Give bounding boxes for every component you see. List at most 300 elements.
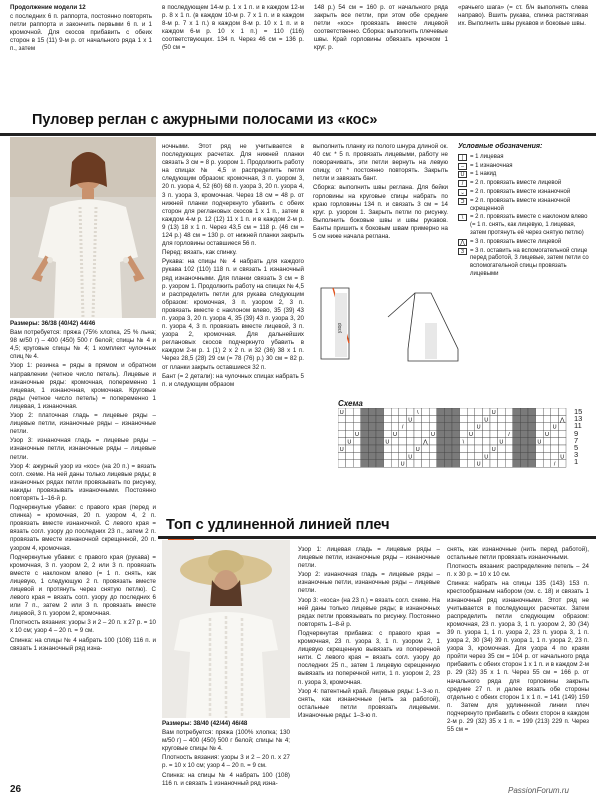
chart-cell xyxy=(452,415,460,422)
chart-cell xyxy=(399,430,407,437)
chart-cell xyxy=(338,415,346,422)
chart-symbol: U xyxy=(385,439,390,446)
chart-cell xyxy=(376,445,384,452)
section-13-back: Спинка: на спицы № 4 набрать 100 (108) 116 п. и связать 1 изнаночный ряд изна- xyxy=(10,636,156,652)
chart-cell xyxy=(444,415,452,422)
chart-cell xyxy=(376,438,384,445)
legend-item xyxy=(458,248,590,279)
chart-symbol: ⋀ xyxy=(559,417,565,424)
section-14-increases: Подчеркнутая прибавка: с правого края = кромочная, 23 п. узора 3, 1 п. узором 2, 1 лицевую скрещенную вывязать из поперечной нити. С левого края = вязать согл. узору до последних 25 п., затем 1 лицевую скрещенную вывязать из поперечной нити, 1 п. узором 2, 23 п. узора 3, кромочная. xyxy=(298,629,440,686)
chart-cell xyxy=(384,452,392,459)
chart-cell xyxy=(391,408,399,415)
chart-cell xyxy=(536,408,544,415)
chart-cell xyxy=(399,452,407,459)
chart-cell xyxy=(391,438,399,445)
chart-cell xyxy=(391,460,399,467)
chart-cell xyxy=(467,423,475,430)
chart-symbol: U xyxy=(552,424,557,431)
section-13-pattern-2: Узор 2: платочная гладь = лицевые ряды – лицевые петли, изнаночные ряды – изнаночные петли. xyxy=(10,412,156,436)
legend-symbol: ⌄ xyxy=(458,189,467,196)
legend-item xyxy=(458,214,590,237)
chart-symbol: / xyxy=(401,424,404,431)
continuation-col-4 xyxy=(458,4,588,92)
continuation-text-1: с последних 6 п. раппорта, постоянно повторять петли раппорта и закончить первыми 6 п. и 1 кромочной. Для скосов прибавить с обеих сторон в 15 (11) 9-м р. от начального ряда 1 х 1 п., затем xyxy=(10,13,152,53)
section-14-gauge: Плотность вязания: узоры 3 и 2 – 20 п. х 27 р. = 10 х 10 см; узор 4 – 20 п. = 9 см. xyxy=(162,754,290,770)
chart-cell xyxy=(346,423,354,430)
section-14-pattern-3: Узор 3: «коса» (на 23 п.) = вязать согл. схеме. На ней даны только лицевые ряды; в изнаночных рядах петли провязывать по рисунку. Постоянно повторять 1–8-й р. xyxy=(298,596,440,628)
chart-row-number: 9 xyxy=(574,428,579,438)
chart-cell xyxy=(414,452,422,459)
legend-item xyxy=(458,171,590,179)
chart-row-number: 3 xyxy=(574,450,579,460)
chart-cell xyxy=(558,438,566,445)
legend-item xyxy=(458,163,590,171)
chart-cell xyxy=(513,415,521,422)
chart-cell xyxy=(338,438,346,445)
chart-cell xyxy=(543,438,551,445)
chart-cell xyxy=(368,423,376,430)
chart-cell xyxy=(444,460,452,467)
model-13-photo-illustration xyxy=(10,137,156,318)
chart-cell xyxy=(558,408,566,415)
section-14-mid-col xyxy=(298,546,440,786)
chart-cell xyxy=(520,452,528,459)
chart-symbol: U xyxy=(476,424,481,431)
chart-cell xyxy=(391,423,399,430)
chart-cell xyxy=(505,445,513,452)
section-13-title: Пуловер реглан с ажурными полосами из «кос» xyxy=(32,112,378,128)
chart-cell xyxy=(498,415,506,422)
chart-cell xyxy=(543,408,551,415)
chart-cell xyxy=(520,438,528,445)
chart-symbol: U xyxy=(469,432,473,439)
section-13-materials: Вам потребуется: пряжа (75% хлопка, 25 % льна; 98 м/50 г) – 400 (450) 500 г белой; спицы № 4 и 4,5; круговые спицы № 4; 1 комплект чулочных спиц № 4. xyxy=(10,329,156,361)
chart-cell xyxy=(520,460,528,467)
chart-cell xyxy=(384,460,392,467)
section-14-pattern-4-cont: снять, как изнаночные (нить перед работой), остальные петли провязать изнаночными. xyxy=(447,546,589,562)
chart-cell xyxy=(513,452,521,459)
chart-cell xyxy=(528,415,536,422)
chart-cell xyxy=(460,415,468,422)
chart-cell xyxy=(376,452,384,459)
chart-symbol: U xyxy=(339,446,344,453)
chart-cell xyxy=(422,408,430,415)
chart-cell xyxy=(376,460,384,467)
legend-text: = 1 изнаночная xyxy=(470,162,513,169)
chart-cell xyxy=(391,445,399,452)
chart-cell xyxy=(353,415,361,422)
chart-cell xyxy=(513,408,521,415)
chart-cell xyxy=(528,452,536,459)
chart-cell xyxy=(368,408,376,415)
chart-cell xyxy=(444,430,452,437)
chart-symbol: U xyxy=(484,454,489,461)
chart-cell xyxy=(505,438,513,445)
section-13-cord: выполнить планку из полого шнура длиной ок. 40 см: * 5 п. провязать лицевыми, работу не поворачивать, эти петли вернуть на левую спицу, от * постоянно повторять. Закрыть петли и завязать бант. xyxy=(313,143,448,183)
model-13-photo xyxy=(10,137,156,318)
chart-symbol: U xyxy=(415,446,420,453)
section-13-rule xyxy=(0,133,596,136)
section-14-rule xyxy=(158,536,596,539)
chart-cell xyxy=(528,460,536,467)
chart-cell xyxy=(498,430,506,437)
chart-cell xyxy=(551,415,559,422)
legend-text: = 2 п. провязать вместе лицевой xyxy=(470,180,562,187)
chart-cell xyxy=(376,415,384,422)
chart-cell xyxy=(368,430,376,437)
section-14-left-col xyxy=(162,720,290,786)
chart-cell xyxy=(520,423,528,430)
chart-cell xyxy=(429,415,437,422)
chart-cell xyxy=(467,438,475,445)
chart-cell xyxy=(520,430,528,437)
chart-cell xyxy=(460,423,468,430)
legend-item xyxy=(458,189,590,197)
section-13-front: Перед: вязать, как спинку. xyxy=(162,249,237,257)
chart-cell xyxy=(353,460,361,467)
section-14-title: Топ с удлиненной линией плеч xyxy=(166,517,390,533)
chart-cell xyxy=(346,452,354,459)
continuation-text-2: в последующем 14-м р. 1 х 1 п. и в каждом 12-м р. 8 х 1 п. (в каждом 10-м р. 7 х 1 п. и в каждом 8-м р. 7 х 1 п.) в каждом 8-м р. 10 х 1 п. и в каждом 6-м р. 10 х 1 п.) = 110 (116) соответствующих. 134 п. Через 46 см = 136 р. (50 см = xyxy=(162,4,304,52)
chart-cell xyxy=(475,438,483,445)
chart-cell xyxy=(482,423,490,430)
chart-cell xyxy=(452,423,460,430)
chart-symbol: U xyxy=(491,446,496,453)
chart-cell xyxy=(490,415,498,422)
chart-cell xyxy=(437,452,445,459)
chart-cell xyxy=(452,445,460,452)
chart-cell xyxy=(361,423,369,430)
section-14-sizes: Размеры: 38/40 (42/44) 46/48 xyxy=(162,720,248,727)
site-watermark: PassionForum.ru xyxy=(508,786,569,795)
chart-cell xyxy=(399,408,407,415)
chart-symbol: \ xyxy=(462,439,465,446)
chart-cell xyxy=(482,408,490,415)
chart-cell xyxy=(361,460,369,467)
chart-cell xyxy=(429,452,437,459)
chart-row-number: 15 xyxy=(574,407,583,416)
section-13-decreases-body: Подчеркнутые убавки: с правого края (перед и спинка) = кромочная, 20 п. узором 4, 2 п. провязать вместе изнаночной. С левого края = вязать согл. узору до последних 23 п., затем 2 п. провязать вместе изнаночной скрещенной, 20 п. узором 4, кромочная. xyxy=(10,504,156,552)
chart-cell xyxy=(414,430,422,437)
chart-symbol: U xyxy=(491,409,496,416)
chart-cell xyxy=(505,460,513,467)
chart-cell xyxy=(353,452,361,459)
chart-cell xyxy=(467,445,475,452)
chart-cell xyxy=(543,423,551,430)
chart-cell xyxy=(399,445,407,452)
chart-cell xyxy=(338,423,346,430)
chart-cell xyxy=(482,430,490,437)
section-13-pattern-1: Узор 1: резинка = ряды в прямом и обратном направлении (четное число петель). Лицевые и изнаночные ряды: кромочная, попеременно 1 лицевая, 1 изнаночная, кромочная. Круговые ряды (четное число петель) = попеременно 1 лицевая, 1 изнаночная. xyxy=(10,362,156,410)
section-13-back-cont: ночными. Этот ряд не учитывается в последующих расчетах. Для нижней планки связать 3 см = 8 р. узором 1. Продолжить работу на спицах № 4,5 и распределить петли следующим образом: кромочная, 3 п. узором 3, 20 п. узора 4, 52 (60) 68 п. узора 3, 20 п. узора 4, 3 п. узора 3, кромочная. Через 18 см = 48 р. от нижней планки подчеркнуто убавить с обеих сторон для реглановых скосов 1 х 1 п., затем в каждом 4-м р. 12 (12) 11 х 1 п. и в каждом 2-м р. 9 (13) 18 х 1 п. Через 43,5 см = 118 р. (46 см = 124 р.) 48 см = 130 р. от нижней планки закрыть для горловины оставшиеся 56 п. xyxy=(162,143,304,248)
continuation-text-4: «рачьего шага» (= ст. б/н выполнять слева направо). Вшить рукава, спинка растягивая их. Выполнить швы рукавов и боковые швы. xyxy=(458,4,588,28)
legend-text: = 3 п. провязать вместе лицевой xyxy=(470,238,562,245)
legend-item xyxy=(458,198,590,214)
chart-cell xyxy=(528,445,536,452)
chart-cell xyxy=(498,423,506,430)
chart-cell xyxy=(558,430,566,437)
chart-cell xyxy=(346,430,354,437)
chart-cell xyxy=(460,460,468,467)
continuation-title: Продолжение модели 12 xyxy=(10,4,86,11)
chart-cell xyxy=(551,438,559,445)
chart-symbol: U xyxy=(499,439,504,446)
chart-cell xyxy=(490,423,498,430)
chart-cell xyxy=(422,415,430,422)
chart-cell xyxy=(414,460,422,467)
chart-cell xyxy=(551,408,559,415)
section-14-pattern-2: Узор 2: изнаночная гладь = лицевые ряды – изнаночные петли, изнаночные ряды – лицевые петли. xyxy=(298,571,440,595)
chart-cell xyxy=(361,415,369,422)
chart-cell xyxy=(429,408,437,415)
garment-schematic xyxy=(313,283,583,373)
chart-cell xyxy=(520,408,528,415)
chart-symbol: U xyxy=(431,432,435,439)
chart-cell xyxy=(498,445,506,452)
chart-cell xyxy=(361,445,369,452)
section-13-assembly: Сборка: выполнить швы реглана. Для бейки горловины на круговые спицы набрать по краю горловины 134 п. и связать 3 см = 14 круг. р. узором 1. Закрыть петли по рисунку. Выполнить боковые швы и швы рукавов. Банты пришить к боковым швам примерно на 5 см ниже начала реглана. xyxy=(313,184,448,241)
legend-title: Условные обозначения: xyxy=(458,143,543,150)
chart-symbol: U xyxy=(347,439,352,446)
chart-cell xyxy=(528,430,536,437)
legend-symbol: | xyxy=(458,154,467,161)
chart-cell xyxy=(475,452,483,459)
page-number: 26 xyxy=(10,784,22,795)
chart-cell xyxy=(406,445,414,452)
chart-row-number: 5 xyxy=(574,443,579,453)
chart-cell xyxy=(490,438,498,445)
chart-cell xyxy=(536,452,544,459)
chart-cell xyxy=(399,415,407,422)
chart-symbol: / xyxy=(508,432,510,439)
section-13-gauge: Плотность вязания: узоры 3 и 2 – 20 п. х 27 р. = 10 х 10 см; узор 4 – 20 п. = 9 см. xyxy=(10,619,156,635)
section-13-right-col xyxy=(313,143,448,278)
chart-cell xyxy=(346,408,354,415)
section-13-bow: Бант (= 2 детали): на чулочных спицах набрать 5 п. и следующим образом xyxy=(162,372,304,388)
chart-cell xyxy=(460,408,468,415)
chart-cell xyxy=(528,438,536,445)
section-13-sleeves: Рукава: на спицы № 4 набрать для каждого рукава 102 (110) 118 п. и связать 1 изнаночный ряд изнаночными. Для планки связать 3 см = 8 р. узором 1. Продолжить работу на спицах № 4,5 и распределить петли для рукава следующим образом: кромочная, 3 п. узором 2, 3 п. провязать вместе с наклоном влево, 35 (39) 43 п. узора 3, 20 п. узора 4, 35 (39) 43 п. узора 3, 20 п. узора 4, 3 п. провязать вместе лицевой, 3 п. узора 2, кромочная. Для дальнейших реглановых скосов подчеркнуто убавить в каждом 2-м р. 1 (1) 2 х 2 п. и 32 (36) 38 х 1 п. Через 28,5 (28) 29 см (= 78 (76) р.) 30 см = 82 р. от планки закрыть оставшиеся 32 п. xyxy=(162,258,304,371)
section-13-decreases-sleeves: Подчеркнутые убавки: с правого края (рукава) = кромочная, 3 п. узором 2, 2 или 3 п. провязать вместе с наклоном влево (= 1 п. снять, как лицевую, 1 следующую 2 п. провязать вместе лицевой и протянуть через снятую петлю). С левого края = вязать согл. узору до последних 6 или 7 п., затем 2 или 3 п. провязать вместе лицевой, 3 п. узором 2, кромочная. xyxy=(10,553,156,618)
chart-cell xyxy=(536,460,544,467)
section-14-pattern-1: Узор 1: лицевая гладь = лицевые ряды – лицевые петли, изнаночные ряды – изнаночные петли. xyxy=(298,546,440,570)
section-13-sizes: Размеры: 36/38 (40/42) 44/46 xyxy=(10,320,96,327)
chart-cell xyxy=(429,423,437,430)
chart-cell xyxy=(558,460,566,467)
chart-cell xyxy=(452,452,460,459)
chart-symbol: U xyxy=(545,432,549,439)
chart-cell xyxy=(452,460,460,467)
chart-cell xyxy=(384,415,392,422)
chart-symbol: U xyxy=(393,432,397,439)
chart-cell xyxy=(467,415,475,422)
chart-cell xyxy=(361,430,369,437)
chart-cell xyxy=(422,445,430,452)
chart-cell xyxy=(452,430,460,437)
chart-cell xyxy=(384,430,392,437)
chart-cell xyxy=(452,408,460,415)
chart-cell xyxy=(543,460,551,467)
chart-cell xyxy=(384,423,392,430)
chart-cell xyxy=(467,460,475,467)
chart-cell xyxy=(528,408,536,415)
continuation-col-3 xyxy=(314,4,448,92)
chart-cell xyxy=(437,423,445,430)
chart-cell xyxy=(520,445,528,452)
chart-cell xyxy=(353,438,361,445)
section-14-materials: Вам потребуется: пряжа (100% хлопка; 130 м/50 г) – 400 (450) 500 г белой; спицы № 4; круговые спицы № 4. xyxy=(162,729,290,753)
continuation-col-1 xyxy=(10,4,152,92)
chart-symbol: U xyxy=(537,439,542,446)
chart-cell xyxy=(353,423,361,430)
chart-cell xyxy=(437,408,445,415)
chart-cell xyxy=(475,408,483,415)
chart-symbol: / xyxy=(553,461,556,468)
chart-cell xyxy=(536,430,544,437)
chart-cell xyxy=(490,452,498,459)
model-14-photo xyxy=(162,540,290,718)
chart-cell xyxy=(505,415,513,422)
section-14-pattern-4: Узор 4: патентный край. Лицевые ряды: 1–3-ю п. снять, как изнаночные (нить за работой), остальные петли провязать лицевыми. Изнаночные ряды: 1–3-ю п. xyxy=(298,687,440,719)
chart-cell xyxy=(444,438,452,445)
chart-cell xyxy=(346,445,354,452)
legend-text: = 3 п. оставить на вспомогательной спице перед работой, 3 лицевые, затем петли со вспомогательной спицы провязать лицевыми xyxy=(470,247,589,277)
legend-text: = 2 п. провязать вместе изнаночной скрещенной xyxy=(470,197,571,212)
chart-cell xyxy=(558,423,566,430)
chart-cell xyxy=(513,438,521,445)
chart-cell xyxy=(391,452,399,459)
chart-cell xyxy=(368,460,376,467)
chart-cell xyxy=(368,438,376,445)
chart-cell xyxy=(368,445,376,452)
knitting-chart xyxy=(338,408,588,470)
chart-cell xyxy=(414,423,422,430)
chart-cell xyxy=(536,423,544,430)
chart-cell xyxy=(505,452,513,459)
chart-cell xyxy=(475,415,483,422)
chart-cell xyxy=(361,438,369,445)
chart-cell xyxy=(346,415,354,422)
chart-cell xyxy=(422,452,430,459)
chart-symbol: \ xyxy=(417,409,419,416)
chart-row-number: 11 xyxy=(574,421,582,431)
section-13-pattern-3: Узор 3: изнаночная гладь = лицевые ряды – изнаночные петли, изнаночные ряды – лицевые петли. xyxy=(10,437,156,461)
chart-row-number: 13 xyxy=(574,414,583,424)
section-14-back: Спинка: на спицы № 4 набрать 100 (108) 116 п. и связать 1 изнаночный ряд изна- xyxy=(162,771,290,786)
scheme-label: Схема xyxy=(338,399,363,408)
chart-cell xyxy=(406,430,414,437)
chart-cell xyxy=(422,430,430,437)
chart-cell xyxy=(444,423,452,430)
chart-cell xyxy=(346,460,354,467)
chart-cell xyxy=(536,445,544,452)
schematic-label-a: узор xyxy=(337,322,343,334)
chart-row-number: 1 xyxy=(574,457,579,467)
section-14-right-col xyxy=(447,546,589,786)
legend-text: = 2 п. провязать вместе с наклоном влево (= 1 п. снять, как лицевую, 1 лицевая, затем протянуть её через снятую петлю) xyxy=(470,214,588,236)
legend-text: = 1 накид xyxy=(470,171,497,178)
chart-cell xyxy=(467,408,475,415)
chart-cell xyxy=(384,445,392,452)
chart-cell xyxy=(475,445,483,452)
chart-cell xyxy=(338,430,346,437)
chart-cell xyxy=(460,430,468,437)
chart-cell xyxy=(513,445,521,452)
chart-cell xyxy=(513,430,521,437)
chart-cell xyxy=(505,408,513,415)
chart-cell xyxy=(520,415,528,422)
chart-cell xyxy=(536,415,544,422)
chart-cell xyxy=(368,452,376,459)
chart-symbol: U xyxy=(560,454,565,461)
chart-cell xyxy=(460,452,468,459)
section-13-pattern-4: Узор 4: ажурный узор из «кос» (на 20 п.) = вязать согл. схеме. На ней даны только лицевые ряды; в изнаночных рядах петли провязывать по рисунку, накиды провязывать изнаночными. Постоянно повторять 1–16-й р. xyxy=(10,462,156,502)
chart-cell xyxy=(444,408,452,415)
chart-symbol: U xyxy=(476,461,481,468)
legend-symbol: ⋀ xyxy=(458,239,467,246)
chart-cell xyxy=(406,460,414,467)
chart-symbol: U xyxy=(408,454,413,461)
continuation-text-3: 148 р.) 54 см = 160 р. от начального ряда закрыть все петли, при этом обе средние петли «кос» провязать вместе лицевой соответственно. Сборка: выполнить плечевые швы. Край горловины обвязать крючком 1 круг. р. xyxy=(314,4,448,52)
chart-cell xyxy=(376,423,384,430)
chart-cell xyxy=(338,452,346,459)
legend-symbol: \ xyxy=(458,214,467,221)
chart-cell xyxy=(444,452,452,459)
continuation-col-2 xyxy=(162,4,304,92)
chart-cell xyxy=(437,415,445,422)
legend-symbol: 3 xyxy=(458,248,467,255)
chart-cell xyxy=(384,408,392,415)
legend-text: = 1 лицевая xyxy=(470,153,504,160)
chart-cell xyxy=(528,423,536,430)
chart-cell xyxy=(543,415,551,422)
legend-symbol: / xyxy=(458,180,467,187)
chart-cell xyxy=(505,423,513,430)
chart-cell xyxy=(353,408,361,415)
chart-cell xyxy=(338,460,346,467)
chart-cell xyxy=(467,452,475,459)
legend-symbol: U xyxy=(458,171,467,178)
chart-row-numbers xyxy=(574,408,590,466)
chart-cell xyxy=(498,460,506,467)
chart-cell xyxy=(406,408,414,415)
legend-symbol: Ↄ xyxy=(458,198,467,205)
chart-cell xyxy=(513,460,521,467)
chart-cell xyxy=(429,445,437,452)
section-14-density: Плотность вязания: распределение петель – 24 п. х 30 р. = 10 х 10 см. xyxy=(447,563,589,579)
chart-cell xyxy=(543,452,551,459)
chart-cell xyxy=(475,430,483,437)
chart-symbol: U xyxy=(484,417,489,424)
chart-cell xyxy=(498,408,506,415)
chart-cell xyxy=(353,445,361,452)
chart-cell xyxy=(391,415,399,422)
legend-item xyxy=(458,180,590,188)
section-14-back-detail: Спинка: набрать на спицы 135 (143) 153 п. крестообразным набором (см. с. 18) и связать 1 изнаночный ряд изнаночными. Этот ряд не учитывается в последующих расчетах. Затем распределить петли следующим образом: кромочная, 23 п. узора 3, 1 п. узором 2, 30 (34) 39 п. узора 1, 1 п. узора 2, 23 п. узора 3, 1 п. узора 2, 30 (34) 39 п. узора 1, 1 п. узора 2, 23 п. узора 3, кромочная. Для узора 4 по краям пройти через 35 см = 104 р. от начального ряда прибавить с обеих сторон 1 х 1 п. и в каждом 2-м р. 29 (32) 35 х 1 п. Через 55 см = 166 р. от начального ряда для горловины закрыть средние 27 п. и далее вязать обе стороны отдельно с обеих сторон 1 х 1 п. = 141 (149) 159 п. Затем для удлиненной линии плеч подчеркнуто прибавить с обеих сторон в каждом 2-м р. 29 (32) 35 х 1 п. = 199 (213) 229 п. Через 55 см = xyxy=(447,580,589,734)
chart-cell xyxy=(444,445,452,452)
legend-item xyxy=(458,239,590,247)
chart-symbol: U xyxy=(355,432,359,439)
chart-cell xyxy=(452,438,460,445)
chart-cell xyxy=(543,445,551,452)
chart-cell xyxy=(551,445,559,452)
chart-cell xyxy=(513,423,521,430)
chart-symbol: ⋀ xyxy=(423,439,428,446)
chart-cell xyxy=(490,460,498,467)
chart-cell xyxy=(414,415,422,422)
legend-items xyxy=(458,154,590,279)
chart-cell xyxy=(422,460,430,467)
